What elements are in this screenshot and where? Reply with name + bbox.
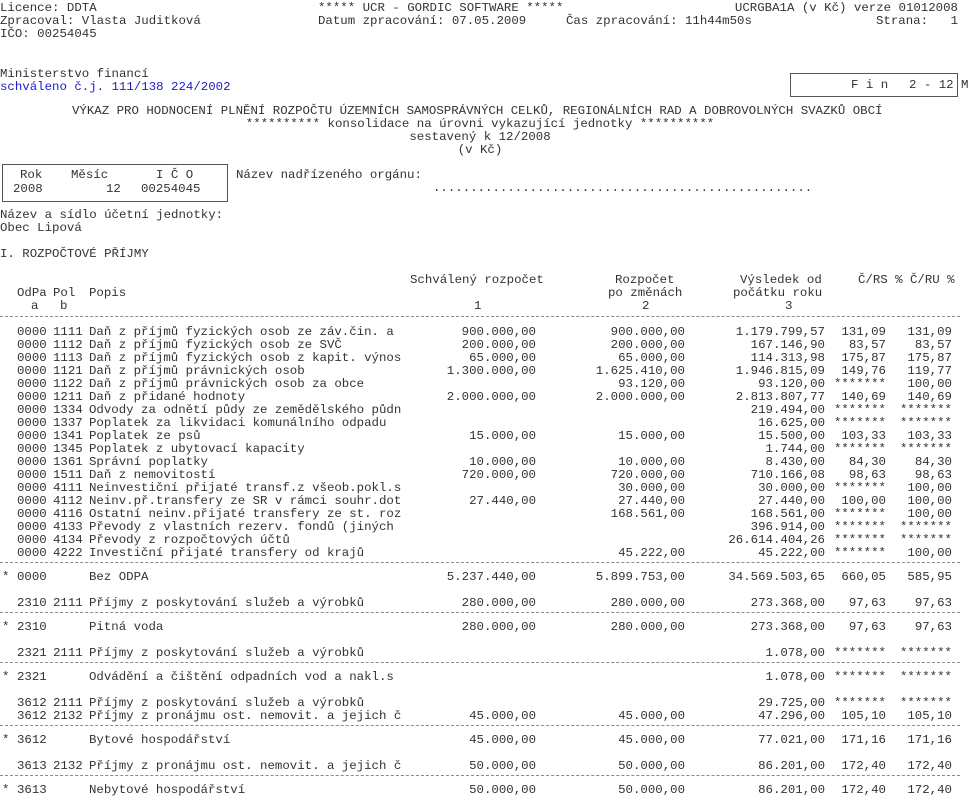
fin-code: 2 - 12 M bbox=[909, 78, 969, 92]
subtotal-description: Pitná voda bbox=[89, 620, 164, 634]
crs-percent: 131,09 bbox=[841, 325, 886, 339]
year-label: Rok bbox=[20, 168, 43, 182]
cru-percent: ******* bbox=[899, 696, 952, 710]
row-description: Poplatek za likvidaci komunálního odpadu bbox=[89, 416, 387, 430]
budget-amount: 10.000,00 bbox=[618, 455, 685, 469]
row-odpa: 0000 bbox=[17, 377, 47, 391]
cru-percent: 175,87 bbox=[907, 351, 952, 365]
col-a: a bbox=[31, 299, 39, 313]
processed-by: Zpracoval: Vlasta Juditková bbox=[0, 14, 201, 28]
row-description: Daň z nemovitostí bbox=[89, 468, 216, 482]
report-version: UCRGBA1A (v Kč) verze 01012008 bbox=[734, 1, 958, 15]
cru-percent: ******* bbox=[899, 533, 952, 547]
parent-org-value: ................................................... bbox=[433, 181, 813, 195]
row-odpa: 0000 bbox=[17, 481, 47, 495]
currency-note: (v Kč) bbox=[457, 143, 503, 157]
row-odpa: 3613 bbox=[17, 759, 47, 773]
row-pol: 1113 bbox=[53, 351, 83, 365]
budget-amount: 50.000,00 bbox=[618, 783, 685, 797]
cru-percent: 98,63 bbox=[914, 468, 952, 482]
row-description: Neinv.př.transfery ze SR v rámci souhr.dot bbox=[89, 494, 402, 508]
row-pol: 4112 bbox=[53, 494, 83, 508]
cru-percent: ******* bbox=[899, 416, 952, 430]
result-amount: 29.725,00 bbox=[758, 696, 825, 710]
col-popis: Popis bbox=[89, 286, 127, 300]
approved-amount: 900.000,00 bbox=[461, 325, 536, 339]
result-amount: 167.146,90 bbox=[750, 338, 825, 352]
licence: Licence: DDTA bbox=[0, 1, 97, 15]
col-approved: Schválený rozpočet bbox=[410, 273, 544, 287]
result-amount: 45.222,00 bbox=[758, 546, 825, 560]
row-description: Převody z rozpočtových účtů bbox=[89, 533, 290, 547]
cru-percent: ******* bbox=[899, 442, 952, 456]
unit-name: Obec Lipová bbox=[0, 221, 82, 235]
approved-amount: 720.000,00 bbox=[461, 468, 536, 482]
row-odpa: 0000 bbox=[17, 546, 47, 560]
row-odpa: 0000 bbox=[17, 390, 47, 404]
row-description: Příjmy z poskytování služeb a výrobků bbox=[89, 596, 365, 610]
result-amount: 1.179.799,57 bbox=[735, 325, 825, 339]
crs-percent: ******* bbox=[833, 696, 886, 710]
year-value: 2008 bbox=[13, 182, 43, 196]
result-amount: 710.166,08 bbox=[750, 468, 825, 482]
crs-percent: 97,63 bbox=[848, 620, 886, 634]
budget-amount: 5.899.753,00 bbox=[595, 570, 685, 584]
subtotal-mark: * bbox=[2, 783, 10, 797]
row-description: Daň z příjmů fyzických osob ze záv.čin. a bbox=[89, 325, 394, 339]
month-value: 12 bbox=[106, 182, 121, 196]
crs-percent: 172,40 bbox=[841, 783, 886, 797]
crs-percent: 140,69 bbox=[841, 390, 886, 404]
budget-amount: 30.000,00 bbox=[618, 481, 685, 495]
row-description: Daň z příjmů právnických osob bbox=[89, 364, 305, 378]
result-amount: 396.914,00 bbox=[750, 520, 825, 534]
subtotal-odpa: 2310 bbox=[17, 620, 47, 634]
result-amount: 2.813.807,77 bbox=[735, 390, 825, 404]
row-description: Převody z vlastních rezerv. fondů (jiných bbox=[89, 520, 394, 534]
row-description: Správní poplatky bbox=[89, 455, 208, 469]
subtotal-description: Nebytové hospodářství bbox=[89, 783, 246, 797]
cru-percent: 97,63 bbox=[914, 620, 952, 634]
row-description: Daň z přidané hodnoty bbox=[89, 390, 246, 404]
crs-percent: 97,63 bbox=[848, 596, 886, 610]
approved-amount: 65.000,00 bbox=[469, 351, 536, 365]
approved-amount: 5.237.440,00 bbox=[446, 570, 536, 584]
approved-amount: 10.000,00 bbox=[469, 455, 536, 469]
cru-percent: 172,40 bbox=[907, 783, 952, 797]
approved-amount: 1.300.000,00 bbox=[446, 364, 536, 378]
approved-amount: 50.000,00 bbox=[469, 783, 536, 797]
row-odpa: 0000 bbox=[17, 351, 47, 365]
row-odpa: 0000 bbox=[17, 442, 47, 456]
budget-amount: 720.000,00 bbox=[610, 468, 685, 482]
row-pol: 1337 bbox=[53, 416, 83, 430]
processed-date: Datum zpracování: 07.05.2009 bbox=[318, 14, 527, 28]
subtotal-mark: * bbox=[2, 670, 10, 684]
row-pol: 2111 bbox=[53, 596, 83, 610]
crs-percent: ******* bbox=[833, 533, 886, 547]
row-pol: 1361 bbox=[53, 455, 83, 469]
software-banner: ***** UCR - GORDIC SOFTWARE ***** bbox=[318, 1, 564, 15]
budget-amount: 200.000,00 bbox=[610, 338, 685, 352]
row-odpa: 0000 bbox=[17, 533, 47, 547]
crs-percent: ******* bbox=[833, 442, 886, 456]
result-amount: 86.201,00 bbox=[758, 759, 825, 773]
identification-box bbox=[2, 164, 228, 202]
budget-amount: 45.000,00 bbox=[618, 733, 685, 747]
budget-amount: 45.222,00 bbox=[618, 546, 685, 560]
approved-amount: 200.000,00 bbox=[461, 338, 536, 352]
approved-amount: 50.000,00 bbox=[469, 759, 536, 773]
row-description: Daň z příjmů právnických osob za obce bbox=[89, 377, 365, 391]
budget-amount: 168.561,00 bbox=[610, 507, 685, 521]
parent-org-label: Název nadřízeného orgánu: bbox=[236, 168, 422, 182]
cru-percent: 100,00 bbox=[907, 546, 952, 560]
budget-amount: 1.625.410,00 bbox=[595, 364, 685, 378]
cru-percent: 103,33 bbox=[907, 429, 952, 443]
fin-label: F i n bbox=[851, 78, 889, 92]
row-odpa: 0000 bbox=[17, 507, 47, 521]
row-pol: 2111 bbox=[53, 646, 83, 660]
dashed-divider bbox=[0, 562, 960, 563]
result-amount: 1.078,00 bbox=[765, 670, 825, 684]
crs-percent: ******* bbox=[833, 546, 886, 560]
result-amount: 1.946.815,09 bbox=[735, 364, 825, 378]
col-pol: Pol bbox=[53, 286, 76, 300]
row-pol: 4133 bbox=[53, 520, 83, 534]
crs-percent: 103,33 bbox=[841, 429, 886, 443]
row-odpa: 2321 bbox=[17, 646, 47, 660]
row-pol: 2132 bbox=[53, 759, 83, 773]
result-amount: 27.440,00 bbox=[758, 494, 825, 508]
result-amount: 219.494,00 bbox=[750, 403, 825, 417]
cru-percent: 100,00 bbox=[907, 494, 952, 508]
cru-percent: 83,57 bbox=[914, 338, 952, 352]
cru-percent: 100,00 bbox=[907, 481, 952, 495]
dashed-divider bbox=[0, 725, 960, 726]
approved-amount: 27.440,00 bbox=[469, 494, 536, 508]
row-pol: 1211 bbox=[53, 390, 83, 404]
budget-amount: 900.000,00 bbox=[610, 325, 685, 339]
subtotal-odpa: 0000 bbox=[17, 570, 47, 584]
row-odpa: 0000 bbox=[17, 494, 47, 508]
report-title: VÝKAZ PRO HODNOCENÍ PLNĚNÍ ROZPOČTU ÚZEMNÍCH SAMOSPRÁVNÝCH CELKŮ, REGIONÁLNÍCH RAD A DOBROVOLNÝCH SVAZKŮ OBCÍ bbox=[72, 104, 883, 118]
crs-percent: ******* bbox=[833, 377, 886, 391]
row-description: Ostatní neinv.přijaté transfery ze st. roz bbox=[89, 507, 402, 521]
result-amount: 34.569.503,65 bbox=[728, 570, 825, 584]
row-odpa: 3612 bbox=[17, 696, 47, 710]
dashed-divider bbox=[0, 612, 960, 613]
crs-percent: ******* bbox=[833, 416, 886, 430]
col-b: b bbox=[60, 299, 68, 313]
cru-percent: ******* bbox=[899, 670, 952, 684]
row-pol: 1122 bbox=[53, 377, 83, 391]
row-description: Příjmy z poskytování služeb a výrobků bbox=[89, 646, 365, 660]
processed-time: Čas zpracování: 11h44m50s bbox=[566, 14, 752, 28]
budget-amount: 280.000,00 bbox=[610, 596, 685, 610]
row-pol: 1511 bbox=[53, 468, 83, 482]
row-description: Daň z příjmů fyzických osob z kapit. výnos bbox=[89, 351, 402, 365]
row-odpa: 0000 bbox=[17, 455, 47, 469]
cru-percent: 172,40 bbox=[907, 759, 952, 773]
crs-percent: ******* bbox=[833, 481, 886, 495]
row-pol: 1341 bbox=[53, 429, 83, 443]
subtotal-description: Odvádění a čištění odpadních vod a nakl.s bbox=[89, 670, 394, 684]
row-odpa: 0000 bbox=[17, 520, 47, 534]
row-description: Neinvestiční přijaté transf.z všeob.pokl.s bbox=[89, 481, 402, 495]
header-divider bbox=[0, 316, 960, 317]
result-amount: 273.368,00 bbox=[750, 596, 825, 610]
cru-percent: 585,95 bbox=[907, 570, 952, 584]
crs-percent: ******* bbox=[833, 670, 886, 684]
cru-percent: 119,77 bbox=[907, 364, 952, 378]
row-pol: 1112 bbox=[53, 338, 83, 352]
budget-amount: 15.000,00 bbox=[618, 429, 685, 443]
crs-percent: 83,57 bbox=[848, 338, 886, 352]
cru-percent: 171,16 bbox=[907, 733, 952, 747]
report-period: sestavený k 12/2008 bbox=[409, 130, 551, 144]
ico-label: I Č O bbox=[156, 168, 194, 182]
subtotal-mark: * bbox=[2, 733, 10, 747]
budget-amount: 50.000,00 bbox=[618, 759, 685, 773]
row-odpa: 0000 bbox=[17, 338, 47, 352]
approval-ref: schváleno č.j. 111/138 224/2002 bbox=[0, 80, 231, 94]
cru-percent: 131,09 bbox=[907, 325, 952, 339]
consolidation-note: ********** konsolidace na úrovni vykazující jednotky ********** bbox=[245, 117, 715, 131]
dashed-divider bbox=[0, 662, 960, 663]
fin-box bbox=[790, 73, 969, 97]
result-amount: 93.120,00 bbox=[758, 377, 825, 391]
budget-amount: 65.000,00 bbox=[618, 351, 685, 365]
crs-percent: 84,30 bbox=[848, 455, 886, 469]
cru-percent: 97,63 bbox=[914, 596, 952, 610]
cru-percent: ******* bbox=[899, 520, 952, 534]
subtotal-description: Bez ODPA bbox=[89, 570, 149, 584]
approved-amount: 45.000,00 bbox=[469, 709, 536, 723]
crs-percent: ******* bbox=[833, 403, 886, 417]
budget-amount: 2.000.000,00 bbox=[595, 390, 685, 404]
row-pol: 4111 bbox=[53, 481, 83, 495]
result-amount: 15.500,00 bbox=[758, 429, 825, 443]
row-odpa: 0000 bbox=[17, 416, 47, 430]
cru-percent: 100,00 bbox=[907, 377, 952, 391]
page-label: Strana: bbox=[876, 14, 929, 28]
row-pol: 1111 bbox=[53, 325, 83, 339]
row-odpa: 0000 bbox=[17, 403, 47, 417]
approved-amount: 15.000,00 bbox=[469, 429, 536, 443]
cru-percent: 84,30 bbox=[914, 455, 952, 469]
row-odpa: 0000 bbox=[17, 468, 47, 482]
result-amount: 47.296,00 bbox=[758, 709, 825, 723]
row-pol: 4222 bbox=[53, 546, 83, 560]
row-odpa: 0000 bbox=[17, 429, 47, 443]
col-after-changes: po změnách bbox=[608, 286, 683, 300]
crs-percent: 172,40 bbox=[841, 759, 886, 773]
subtotal-odpa: 2321 bbox=[17, 670, 47, 684]
budget-amount: 280.000,00 bbox=[610, 620, 685, 634]
crs-percent: 105,10 bbox=[841, 709, 886, 723]
budget-amount: 93.120,00 bbox=[618, 377, 685, 391]
ministry-name: Ministerstvo financí bbox=[0, 67, 149, 81]
result-amount: 168.561,00 bbox=[750, 507, 825, 521]
result-amount: 273.368,00 bbox=[750, 620, 825, 634]
col-since-start: počátku roku bbox=[733, 286, 823, 300]
row-pol: 1121 bbox=[53, 364, 83, 378]
result-amount: 1.744,00 bbox=[765, 442, 825, 456]
row-description: Příjmy z pronájmu ost. nemovit. a jejich č bbox=[89, 709, 402, 723]
row-description: Poplatek z ubytovací kapacity bbox=[89, 442, 305, 456]
row-pol: 2111 bbox=[53, 696, 83, 710]
crs-percent: 660,05 bbox=[841, 570, 886, 584]
month-label: Měsíc bbox=[71, 168, 109, 182]
col-1: 1 bbox=[474, 299, 482, 313]
cru-percent: ******* bbox=[899, 646, 952, 660]
result-amount: 30.000,00 bbox=[758, 481, 825, 495]
row-odpa: 0000 bbox=[17, 364, 47, 378]
approved-amount: 280.000,00 bbox=[461, 596, 536, 610]
col-odpa: OdPa bbox=[17, 286, 47, 300]
budget-amount: 45.000,00 bbox=[618, 709, 685, 723]
subtotal-description: Bytové hospodářství bbox=[89, 733, 231, 747]
result-amount: 77.021,00 bbox=[758, 733, 825, 747]
col-cru: Č/RU % bbox=[910, 273, 955, 287]
approved-amount: 45.000,00 bbox=[469, 733, 536, 747]
result-amount: 8.430,00 bbox=[765, 455, 825, 469]
col-budget: Rozpočet bbox=[615, 273, 675, 287]
page-number: 1 bbox=[950, 14, 958, 28]
cru-percent: 100,00 bbox=[907, 507, 952, 521]
crs-percent: ******* bbox=[833, 646, 886, 660]
dashed-divider bbox=[0, 775, 960, 776]
col-2: 2 bbox=[642, 299, 650, 313]
row-pol: 4134 bbox=[53, 533, 83, 547]
row-odpa: 3612 bbox=[17, 709, 47, 723]
subtotal-odpa: 3613 bbox=[17, 783, 47, 797]
crs-percent: 149,76 bbox=[841, 364, 886, 378]
approved-amount: 2.000.000,00 bbox=[446, 390, 536, 404]
result-amount: 86.201,00 bbox=[758, 783, 825, 797]
row-description: Příjmy z poskytování služeb a výrobků bbox=[89, 696, 365, 710]
row-description: Investiční přijaté transfery od krajů bbox=[89, 546, 365, 560]
row-odpa: 2310 bbox=[17, 596, 47, 610]
crs-percent: 175,87 bbox=[841, 351, 886, 365]
subtotal-mark: * bbox=[2, 620, 10, 634]
col-crs: Č/RS % bbox=[858, 273, 903, 287]
cru-percent: ******* bbox=[899, 403, 952, 417]
result-amount: 16.625,00 bbox=[758, 416, 825, 430]
result-amount: 26.614.404,26 bbox=[728, 533, 825, 547]
unit-label: Název a sídlo účetní jednotky: bbox=[0, 208, 224, 222]
cru-percent: 140,69 bbox=[907, 390, 952, 404]
crs-percent: 100,00 bbox=[841, 494, 886, 508]
row-description: Odvody za odnětí půdy ze zemědělského půdn bbox=[89, 403, 402, 417]
row-description: Příjmy z pronájmu ost. nemovit. a jejich č bbox=[89, 759, 402, 773]
result-amount: 1.078,00 bbox=[765, 646, 825, 660]
row-pol: 1334 bbox=[53, 403, 83, 417]
approved-amount: 280.000,00 bbox=[461, 620, 536, 634]
crs-percent: ******* bbox=[833, 507, 886, 521]
cru-percent: 105,10 bbox=[907, 709, 952, 723]
crs-percent: 98,63 bbox=[848, 468, 886, 482]
budget-amount: 27.440,00 bbox=[618, 494, 685, 508]
row-pol: 4116 bbox=[53, 507, 83, 521]
col-3: 3 bbox=[785, 299, 793, 313]
result-amount: 114.313,98 bbox=[750, 351, 825, 365]
subtotal-mark: * bbox=[2, 570, 10, 584]
section-title: I. ROZPOČTOVÉ PŘÍJMY bbox=[0, 247, 149, 261]
row-pol: 2132 bbox=[53, 709, 83, 723]
crs-percent: ******* bbox=[833, 520, 886, 534]
row-odpa: 0000 bbox=[17, 325, 47, 339]
ico-line: IČO: 00254045 bbox=[0, 27, 97, 41]
ico-value: 00254045 bbox=[141, 182, 201, 196]
subtotal-odpa: 3612 bbox=[17, 733, 47, 747]
col-result: Výsledek od bbox=[740, 273, 822, 287]
row-pol: 1345 bbox=[53, 442, 83, 456]
row-description: Daň z příjmů fyzických osob ze SVČ bbox=[89, 338, 342, 352]
row-description: Poplatek ze psů bbox=[89, 429, 201, 443]
crs-percent: 171,16 bbox=[841, 733, 886, 747]
